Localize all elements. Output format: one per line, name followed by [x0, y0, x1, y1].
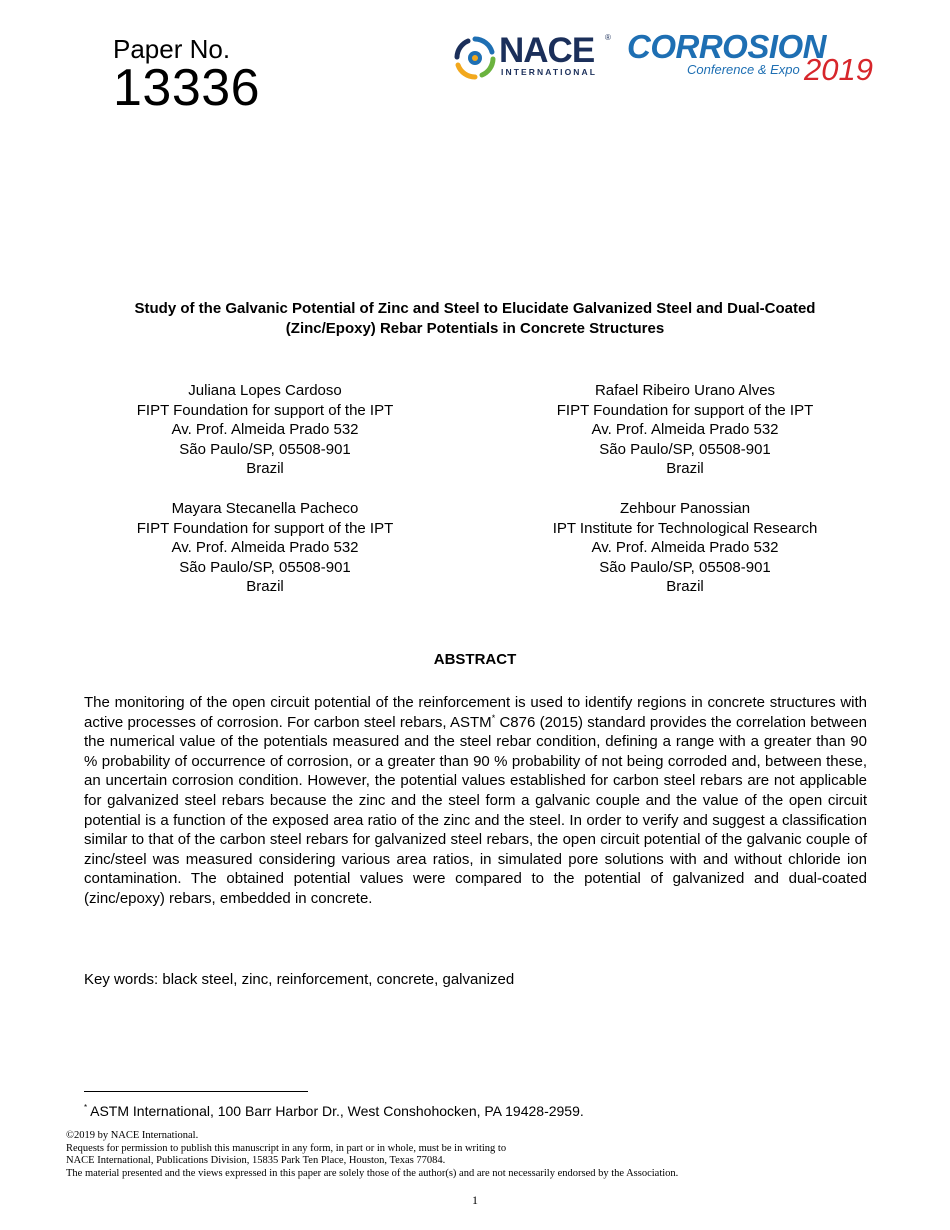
paper-title — [80, 299, 870, 339]
author-org: IPT Institute for Technological Research — [552, 519, 818, 537]
author-city: São Paulo/SP, 05508-901 — [599, 558, 771, 576]
copyright-line-3: NACE International, Publications Division, 15835 Park Ten Place, Houston, Texas 77084. — [66, 1155, 446, 1167]
footnote-text: ASTM International, 100 Barr Harbor Dr., West Conshohocken, PA 19428-2959. — [90, 1103, 584, 1119]
page-number: 1 — [472, 1193, 478, 1207]
author-city: São Paulo/SP, 05508-901 — [179, 440, 351, 458]
author-block-2 — [515, 381, 855, 479]
abstract-text-part-2: C876 (2015) standard provides the correlation between the numerical value of the potentials measured and the steel rebar condition, defining a range with a greater than 90 % probability of occurrence of corrosion, or a greater than 90 % probability of not being corroded and, between these, an uncertain corrosion condition. However, the potential values established for carbon steel rebars are not applicable for galvanized steel rebars because the zinc and the steel form a galvanic couple and the value of the open circuit potential is a function of the exposed area ratio of the zinc and the steel. In order to verify and suggest a classification similar to that of the carbon steel rebars for galvanized steel rebars, the open circuit potential of the galvanic couple of zinc/steel was measured considering various area ratios, in simulated pore solutions with and without chloride ion contamination. The obtained potential values were compared to the potential of galvanized and dual-coated (zinc/epoxy) rebars, embedded in concrete. — [84, 713, 867, 907]
corrosion-2019-logo — [624, 30, 884, 90]
author-name: Zehbour Panossian — [619, 500, 751, 517]
nace-subtitle: INTERNATIONAL — [501, 67, 598, 77]
nace-wordmark: NACE — [499, 31, 595, 70]
copyright-block — [66, 1130, 678, 1181]
abstract-text-part-1: The monitoring of the open circuit potential of the reinforcement is used to identify regions in concrete structures with active processes of corrosion. For carbon steel rebars, ASTM — [84, 694, 867, 731]
author-org: FIPT Foundation for support of the IPT — [136, 519, 394, 537]
footnote-mark: * — [84, 1103, 88, 1112]
author-name: Rafael Ribeiro Urano Alves — [594, 382, 776, 399]
author-block-1 — [95, 381, 435, 479]
title-line-2: (Zinc/Epoxy) Rebar Potentials in Concrete Structures — [285, 320, 665, 337]
author-street: Av. Prof. Almeida Prado 532 — [591, 421, 779, 439]
author-org: FIPT Foundation for support of the IPT — [136, 401, 394, 419]
author-street: Av. Prof. Almeida Prado 532 — [171, 421, 359, 439]
nace-logo — [453, 33, 613, 81]
author-country: Brazil — [246, 460, 284, 478]
nace-globe-icon — [453, 35, 497, 81]
footnote-reference: * — [491, 712, 496, 723]
copyright-line-1: ©2019 by NACE International. — [66, 1130, 199, 1141]
author-city: São Paulo/SP, 05508-901 — [599, 440, 771, 458]
paper-number: 13336 — [113, 59, 261, 117]
nace-registered-mark: ® — [605, 33, 611, 42]
paper-label: Paper No. — [113, 34, 231, 64]
author-block-3 — [95, 499, 435, 597]
copyright-line-2: Requests for permission to publish this manuscript in any form, in part or in whole, must be in writing to — [66, 1142, 507, 1154]
author-country: Brazil — [666, 460, 704, 478]
title-line-1: Study of the Galvanic Potential of Zinc and Steel to Elucidate Galvanized Steel and Dual-Coated — [134, 300, 816, 317]
abstract-body — [84, 693, 867, 909]
footnote — [84, 1099, 584, 1120]
corrosion-wordmark: CORROSION — [627, 28, 827, 65]
author-country: Brazil — [666, 578, 704, 596]
author-name: Mayara Stecanella Pacheco — [171, 500, 359, 517]
author-country: Brazil — [246, 578, 284, 596]
author-org: FIPT Foundation for support of the IPT — [556, 401, 814, 419]
author-block-4 — [515, 499, 855, 597]
author-name: Juliana Lopes Cardoso — [188, 382, 342, 399]
copyright-line-4: The material presented and the views expressed in this paper are solely those of the author(s) and are not necessarily endorsed by the Association. — [66, 1168, 679, 1180]
keywords: Key words: black steel, zinc, reinforcement, concrete, galvanized — [84, 971, 515, 988]
corrosion-subtitle: Conference & Expo — [687, 62, 800, 77]
footnote-divider — [84, 1091, 308, 1092]
corrosion-year: 2019 — [804, 52, 873, 87]
author-city: São Paulo/SP, 05508-901 — [179, 558, 351, 576]
author-street: Av. Prof. Almeida Prado 532 — [591, 539, 779, 557]
author-street: Av. Prof. Almeida Prado 532 — [171, 539, 359, 557]
abstract-heading: ABSTRACT — [433, 651, 517, 668]
